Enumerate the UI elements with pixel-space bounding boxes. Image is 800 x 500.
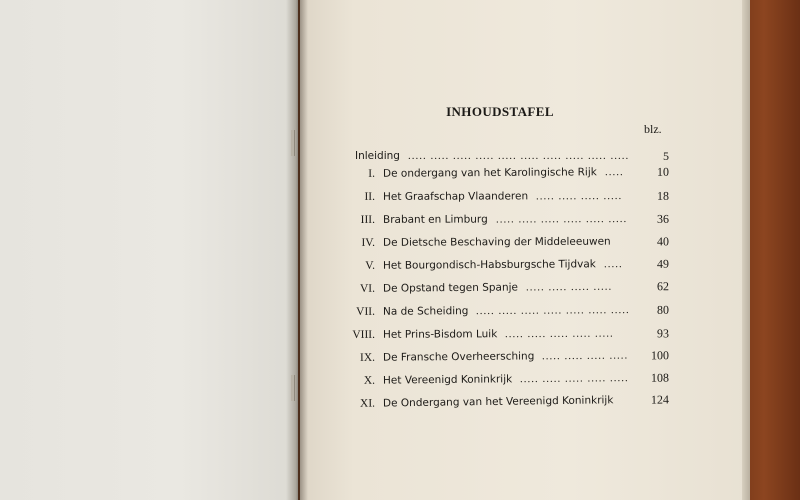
toc-entry-numeral: I. bbox=[368, 167, 376, 180]
dot-leader: ..... ..... ..... ..... ..... bbox=[519, 372, 629, 386]
toc-entry-title: Inleiding bbox=[355, 150, 400, 162]
dot-leader: ..... ..... ..... ..... ..... ..... bbox=[495, 213, 628, 226]
toc-entry bbox=[345, 164, 675, 184]
dot-leader: ..... ..... ..... ..... bbox=[535, 190, 623, 203]
toc-entry-page: 80 bbox=[656, 302, 670, 317]
toc-entry-page: 62 bbox=[656, 279, 670, 294]
toc-heading: INHOUDSTAFEL bbox=[446, 104, 554, 119]
toc-entry-numeral: VI. bbox=[359, 282, 376, 295]
toc-entry-title: Het Graafschap Vlaanderen bbox=[382, 190, 529, 203]
toc-entry-title: Na de Scheiding bbox=[382, 305, 469, 318]
toc-entry-page: 93 bbox=[656, 326, 670, 341]
toc-entry-title: Het Vereenigd Koninkrijk bbox=[382, 373, 513, 387]
toc-entry-page: 124 bbox=[650, 392, 670, 407]
dot-leader: ..... bbox=[603, 258, 623, 271]
toc-entry bbox=[345, 211, 675, 230]
toc-entry-page: 100 bbox=[650, 348, 670, 363]
toc-entry-page: 49 bbox=[656, 256, 670, 271]
dot-leader: ..... ..... ..... ..... bbox=[541, 349, 629, 363]
staple-icon bbox=[291, 130, 294, 156]
toc-entry bbox=[345, 347, 675, 368]
toc-entry-title: De ondergang van het Karolingische Rijk bbox=[382, 166, 597, 180]
toc-entry-title: Het Prins-Bisdom Luik bbox=[382, 328, 498, 341]
toc-entry bbox=[345, 370, 675, 391]
toc-entry-title: Brabant en Limburg bbox=[382, 213, 488, 226]
toc-entry-page: 5 bbox=[663, 149, 669, 163]
toc-entry-numeral: IX. bbox=[359, 351, 376, 364]
toc-entry-title: Het Bourgondisch-Habsburgsche Tijdvak bbox=[382, 258, 596, 272]
toc-entry-page: 40 bbox=[656, 234, 670, 249]
toc-entry-page: 10 bbox=[656, 164, 670, 179]
dot-leader: ..... ..... ..... ..... ..... bbox=[504, 327, 614, 341]
toc-entry-numeral: II. bbox=[364, 190, 376, 203]
toc-entry-title: De Ondergang van het Vereenigd Koninkrijk bbox=[382, 394, 614, 410]
staple-icon bbox=[291, 375, 294, 401]
dot-leader: ..... ..... ..... ..... ..... ..... ..... ..... ..... ..... bbox=[408, 150, 630, 162]
toc-entry bbox=[345, 256, 675, 276]
toc-entry-numeral: III. bbox=[360, 213, 376, 226]
toc-entry bbox=[345, 233, 675, 253]
toc-entry-page: 108 bbox=[650, 370, 670, 385]
book-gutter bbox=[286, 0, 308, 500]
toc-entry-numeral: V. bbox=[365, 259, 376, 272]
toc-entry-title: De Opstand tegen Spanje bbox=[382, 281, 519, 295]
page-column-header: blz. bbox=[644, 122, 662, 136]
toc-entry-numeral: XI. bbox=[359, 397, 376, 410]
toc-entry bbox=[345, 325, 675, 345]
toc-entry-title: De Fransche Overheersching bbox=[382, 350, 535, 364]
toc-entry-numeral: IV. bbox=[361, 236, 376, 249]
dot-leader: ..... bbox=[604, 166, 624, 179]
toc-entry bbox=[345, 188, 675, 207]
toc-entry bbox=[345, 302, 675, 322]
toc-entry-page: 18 bbox=[656, 188, 670, 203]
toc-entry-page: 36 bbox=[656, 211, 670, 226]
left-page bbox=[0, 0, 298, 500]
toc-entry-numeral: VII. bbox=[356, 305, 376, 318]
toc-entry-numeral: VIII. bbox=[352, 328, 376, 341]
toc-entry-title: De Dietsche Beschaving der Middeleeuwen bbox=[382, 235, 611, 249]
page-edge bbox=[742, 0, 750, 500]
dot-leader: ..... ..... ..... ..... ..... ..... ..... bbox=[475, 304, 630, 318]
dot-leader: ..... ..... ..... ..... bbox=[525, 280, 613, 294]
toc-entry bbox=[345, 278, 675, 299]
toc-entry-numeral: X. bbox=[363, 374, 376, 387]
